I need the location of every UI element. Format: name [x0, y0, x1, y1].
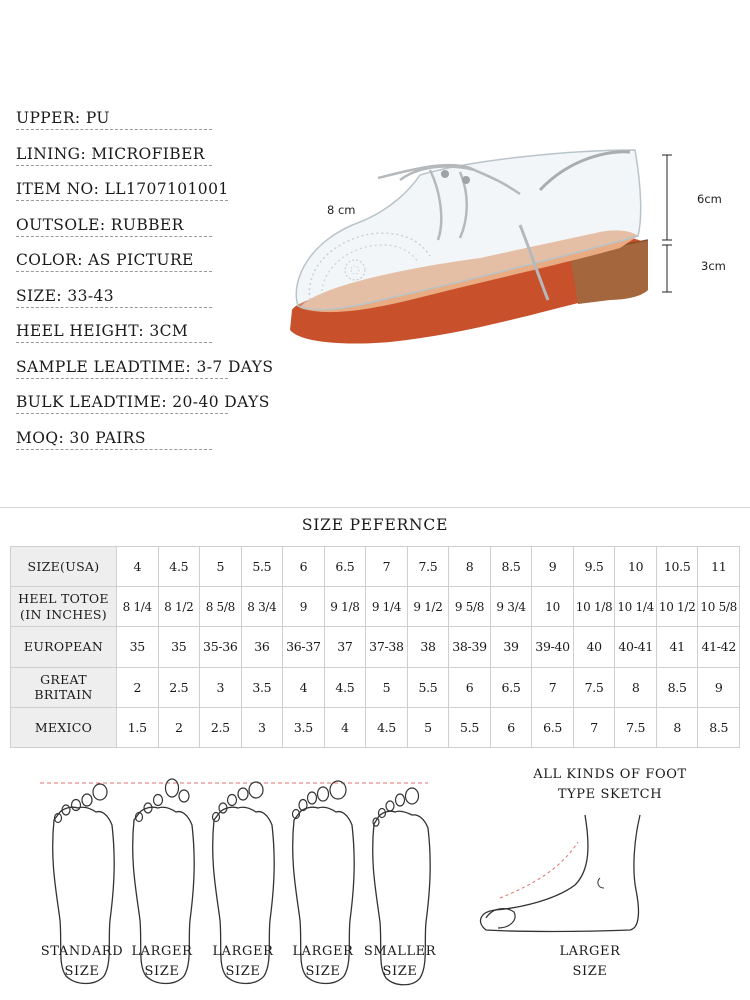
table-cell: 40 — [573, 627, 615, 667]
size-table — [10, 546, 740, 748]
table-cell: 35 — [158, 627, 200, 667]
table-cell: 41-42 — [698, 627, 740, 667]
spec-row — [16, 388, 316, 424]
spec-divider — [16, 165, 212, 166]
spec-lining: LINING: MICROFIBER — [16, 144, 205, 163]
table-cell: 8.5 — [490, 547, 532, 587]
table-cell: 37 — [324, 627, 366, 667]
spec-sample-leadtime: SAMPLE LEADTIME: 3-7 DAYS — [16, 357, 274, 376]
table-cell: 7 — [532, 667, 574, 707]
table-cell: 39-40 — [532, 627, 574, 667]
table-row — [11, 547, 740, 587]
table-cell: 8.5 — [656, 667, 698, 707]
table-cell: 6.5 — [324, 547, 366, 587]
spec-item-no: ITEM NO: LL1707101001 — [16, 180, 229, 198]
table-cell: 4.5 — [158, 547, 200, 587]
table-cell: 10 — [615, 547, 657, 587]
table-cell: 7 — [366, 547, 408, 587]
foot-caption-line: SIZE — [64, 964, 100, 979]
spec-heel-height: HEEL HEIGHT: 3CM — [16, 322, 189, 340]
spec-divider — [16, 129, 212, 130]
table-cell: 2.5 — [200, 707, 242, 747]
table-cell: 7.5 — [573, 667, 615, 707]
table-cell: 8 — [615, 667, 657, 707]
row-header-usa: SIZE(USA) — [11, 547, 117, 587]
table-cell: 4.5 — [324, 667, 366, 707]
table-cell: 7.5 — [407, 547, 449, 587]
foot-sketch-caption — [550, 942, 630, 982]
foot-caption-line: LARGER — [212, 944, 274, 959]
table-cell: 5 — [366, 667, 408, 707]
spec-divider — [16, 200, 228, 201]
table-cell: 8 3/4 — [241, 587, 283, 627]
table-cell: 6 — [283, 547, 325, 587]
table-cell: 4 — [324, 707, 366, 747]
table-cell: 6.5 — [532, 707, 574, 747]
foot-caption-line: LARGER — [559, 944, 621, 959]
table-cell: 2 — [158, 707, 200, 747]
heel-height-label: 3cm — [701, 259, 726, 273]
spec-divider — [16, 413, 228, 414]
table-cell: 7 — [573, 707, 615, 747]
table-cell: 4 — [283, 667, 325, 707]
spec-divider — [16, 342, 212, 343]
row-header-european: EUROPEAN — [11, 627, 117, 667]
table-cell: 6 — [449, 667, 491, 707]
table-cell: 8 1/2 — [158, 587, 200, 627]
table-cell: 5.5 — [449, 707, 491, 747]
table-cell: 3 — [200, 667, 242, 707]
table-row — [11, 627, 740, 667]
foot-sketch-title-line: TYPE SKETCH — [557, 787, 663, 802]
row-header-great-britain: GREAT BRITAIN — [11, 667, 117, 707]
table-cell: 8.5 — [698, 707, 740, 747]
table-cell: 39 — [490, 627, 532, 667]
spec-bulk-leadtime: BULK LEADTIME: 20-40 DAYS — [16, 393, 270, 411]
size-table-title: SIZE PEFERNCE — [301, 516, 449, 534]
table-cell: 37-38 — [366, 627, 408, 667]
foot-caption-line: SIZE — [382, 964, 418, 979]
table-cell: 5.5 — [241, 547, 283, 587]
table-cell: 4.5 — [366, 707, 408, 747]
table-cell: 40-41 — [615, 627, 657, 667]
table-cell: 8 — [449, 547, 491, 587]
spec-moq: MOQ: 30 PAIRS — [16, 428, 146, 447]
table-cell: 3.5 — [283, 707, 325, 747]
foot-caption-larger — [206, 942, 280, 982]
table-row — [11, 587, 740, 627]
foot-caption-line: LARGER — [292, 944, 354, 959]
table-cell: 9 1/2 — [407, 587, 449, 627]
table-cell: 10 — [532, 587, 574, 627]
table-cell: 2 — [117, 667, 159, 707]
spec-upper: UPPER: PU — [16, 109, 110, 127]
foot-sketch-title — [500, 765, 720, 805]
table-cell: 36-37 — [283, 627, 325, 667]
table-cell: 9 — [698, 667, 740, 707]
table-cell: 5 — [407, 707, 449, 747]
foot-caption-line: SMALLER — [363, 944, 437, 959]
spec-row — [16, 424, 316, 460]
table-cell: 35-36 — [200, 627, 242, 667]
table-cell: 41 — [656, 627, 698, 667]
table-cell: 2.5 — [158, 667, 200, 707]
table-cell: 11 — [698, 547, 740, 587]
table-cell: 10 1/4 — [615, 587, 657, 627]
foot-caption-smaller — [360, 942, 440, 982]
table-cell: 1.5 — [117, 707, 159, 747]
spec-divider — [16, 236, 212, 237]
table-cell: 8 1/4 — [117, 587, 159, 627]
foot-caption-larger — [125, 942, 199, 982]
table-cell: 5 — [200, 547, 242, 587]
spec-outsole: OUTSOLE: RUBBER — [16, 215, 184, 234]
shoe-illustration — [270, 130, 750, 390]
table-cell: 9 — [283, 587, 325, 627]
table-cell: 3 — [241, 707, 283, 747]
shoe-height-label: 6cm — [697, 192, 722, 206]
foot-caption-line: SIZE — [305, 964, 341, 979]
spec-divider — [16, 449, 212, 450]
row-header-heel-to-toe: HEEL TOTOE (IN INCHES) — [11, 587, 117, 627]
table-cell: 7.5 — [615, 707, 657, 747]
table-cell: 9 1/4 — [366, 587, 408, 627]
table-cell: 35 — [117, 627, 159, 667]
table-cell: 10 1/8 — [573, 587, 615, 627]
table-cell: 8 5/8 — [200, 587, 242, 627]
table-cell: 38-39 — [449, 627, 491, 667]
spec-size: SIZE: 33-43 — [16, 286, 115, 305]
foot-caption-standard — [35, 942, 129, 982]
table-cell: 8 — [656, 707, 698, 747]
foot-caption-line: STANDARD — [40, 944, 124, 959]
spec-divider — [16, 271, 212, 272]
foot-sketch-title-line: ALL KINDS OF FOOT — [533, 767, 687, 782]
foot-caption-line: SIZE — [144, 964, 180, 979]
foot-caption-line: LARGER — [131, 944, 193, 959]
foot-caption-line: SIZE — [225, 964, 261, 979]
foot-side-view-icon — [480, 815, 640, 932]
table-cell: 38 — [407, 627, 449, 667]
table-cell: 3.5 — [241, 667, 283, 707]
table-cell: 5.5 — [407, 667, 449, 707]
spec-divider — [16, 378, 228, 379]
table-cell: 36 — [241, 627, 283, 667]
table-cell: 10.5 — [656, 547, 698, 587]
spec-divider — [16, 307, 212, 308]
table-cell: 9.5 — [573, 547, 615, 587]
shoe-length-label: 8 cm — [327, 203, 356, 217]
row-header-mexico: MEXICO — [11, 707, 117, 747]
spec-color: COLOR: AS PICTURE — [16, 251, 194, 269]
table-cell: 9 5/8 — [449, 587, 491, 627]
table-cell: 9 3/4 — [490, 587, 532, 627]
table-row — [11, 667, 740, 707]
foot-caption-larger — [286, 942, 360, 982]
table-cell: 10 1/2 — [656, 587, 698, 627]
table-row — [11, 707, 740, 747]
foot-caption-line: SIZE — [572, 964, 608, 979]
table-cell: 4 — [117, 547, 159, 587]
table-cell: 10 5/8 — [698, 587, 740, 627]
section-divider — [0, 507, 750, 508]
table-cell: 9 1/8 — [324, 587, 366, 627]
table-cell: 6.5 — [490, 667, 532, 707]
table-cell: 9 — [532, 547, 574, 587]
table-cell: 6 — [490, 707, 532, 747]
